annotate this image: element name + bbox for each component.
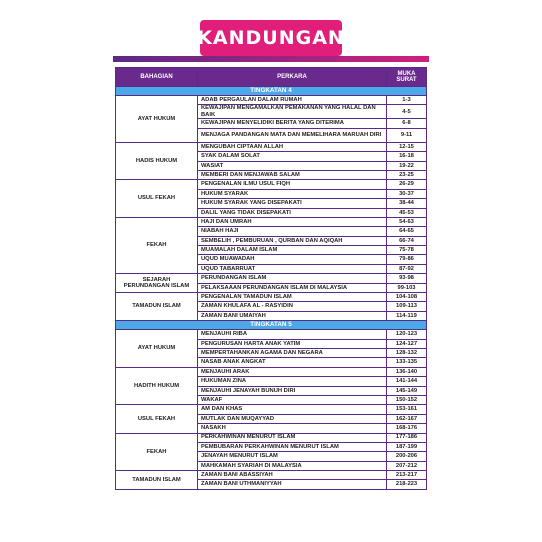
topic-cell: KEWAJIPAN MENYELIDIKI BERITA YANG DITERIMA <box>198 119 387 128</box>
page-range-cell: 124-127 <box>387 339 427 348</box>
page-range-cell: 1-3 <box>387 96 427 105</box>
header-perkara: PERKARA <box>198 68 387 87</box>
topic-cell: HUKUM SYARAK <box>198 189 387 198</box>
topic-cell: MUTLAK DAN MUQAYYAD <box>198 414 387 423</box>
topic-cell: HAJI DAN UMRAH <box>198 217 387 226</box>
page-range-cell: 162-167 <box>387 414 427 423</box>
page-range-cell: 114-119 <box>387 311 427 320</box>
page-range-cell: 6-8 <box>387 119 427 128</box>
section-name: FEKAH <box>116 217 198 273</box>
page-range-cell: 19-22 <box>387 161 427 170</box>
page-range-cell: 66-74 <box>387 236 427 245</box>
section-name: AYAT HUKUM <box>116 96 198 143</box>
topic-cell: PENGENALAN ILMU USUL FIQH <box>198 180 387 189</box>
header-accent-bar <box>113 56 429 62</box>
page-range-cell: 23-25 <box>387 170 427 179</box>
topic-cell: ZAMAN BANI UTHMANIYYAH <box>198 480 387 489</box>
topic-cell: MENJAUHI JENAYAH BUNUH DIRI <box>198 386 387 395</box>
section-name: USUL FEKAH <box>116 180 198 218</box>
topic-cell: ZAMAN KHULAFA AL - RASYIDIN <box>198 302 387 311</box>
topic-cell: AM DAN KHAS <box>198 405 387 414</box>
contents-page <box>113 12 429 524</box>
page-range-cell: 99-103 <box>387 283 427 292</box>
contents-table <box>115 67 427 490</box>
table-body <box>116 87 427 490</box>
topic-cell: PENGENALAN TAMADUN ISLAM <box>198 293 387 302</box>
page-range-cell: 109-113 <box>387 302 427 311</box>
page-range-cell: 200-206 <box>387 452 427 461</box>
topic-cell: NASAB ANAK ANGKAT <box>198 358 387 367</box>
topic-cell: MENGUBAH CIPTAAN ALLAH <box>198 142 387 151</box>
section-name: HADITH HUKUM <box>116 367 198 405</box>
page-range-cell: 38-44 <box>387 199 427 208</box>
topic-cell: JENAYAH MENURUT ISLAM <box>198 452 387 461</box>
section-name: AYAT HUKUM <box>116 330 198 368</box>
page-range-cell: 128-132 <box>387 348 427 357</box>
section-name: TAMADUN ISLAM <box>116 471 198 490</box>
table-row <box>116 293 427 302</box>
topic-cell: ADAB PERGAULAN DALAM RUMAH <box>198 96 387 105</box>
topic-cell: ZAMAN BANI UMAIYAH <box>198 311 387 320</box>
topic-cell: PEMBUBARAN PERKAHWINAN MENURUT ISLAM <box>198 442 387 451</box>
page-range-cell: 133-135 <box>387 358 427 367</box>
section-name: SEJARAH PERUNDANGAN ISLAM <box>116 274 198 293</box>
topic-cell: MAHKAMAH SYARIAH DI MALAYSIA <box>198 461 387 470</box>
table-row <box>116 433 427 442</box>
level-heading: TINGKATAN 4 <box>116 87 427 96</box>
page-range-cell: 75-78 <box>387 246 427 255</box>
topic-cell: NIABAH HAJI <box>198 227 387 236</box>
header-bahagian: BAHAGIAN <box>116 68 198 87</box>
topic-cell: NASAKH <box>198 424 387 433</box>
page-range-cell: 54-63 <box>387 217 427 226</box>
page-range-cell: 104-108 <box>387 293 427 302</box>
page-range-cell: 12-15 <box>387 142 427 151</box>
topic-cell: MENJAUHI RIBA <box>198 330 387 339</box>
topic-cell: PELAKSAAAN PERUNDANGAN ISLAM DI MALAYSIA <box>198 283 387 292</box>
table-row <box>116 96 427 105</box>
table-row <box>116 274 427 283</box>
page-range-cell: 87-92 <box>387 264 427 273</box>
table-row <box>116 471 427 480</box>
page-range-cell: 207-212 <box>387 461 427 470</box>
topic-cell: MEMBERI DAN MENJAWAB SALAM <box>198 170 387 179</box>
section-name: USUL FEKAH <box>116 405 198 433</box>
table-row <box>116 142 427 151</box>
topic-cell: PERUNDANGAN ISLAM <box>198 274 387 283</box>
table-row <box>116 330 427 339</box>
page-range-cell: 141-144 <box>387 377 427 386</box>
table-header-row <box>116 68 427 87</box>
page-range-cell: 218-223 <box>387 480 427 489</box>
topic-cell: HUKUMAN ZINA <box>198 377 387 386</box>
topic-cell: KEWAJIPAN MENGAMALKAN PEMAKANAN YANG HALAL DAN BAIK <box>198 105 387 119</box>
page-range-cell: 9-11 <box>387 128 427 142</box>
topic-cell: SEMBELIH , PEMBURUAN , QURBAN DAN AQIQAH <box>198 236 387 245</box>
topic-cell: PENGURUSAN HARTA ANAK YATIM <box>198 339 387 348</box>
level-heading: TINGKATAN 5 <box>116 321 427 330</box>
page-range-cell: 213-217 <box>387 471 427 480</box>
table-row <box>116 180 427 189</box>
page-range-cell: 168-176 <box>387 424 427 433</box>
topic-cell: ZAMAN BANI ABASSIYAH <box>198 471 387 480</box>
topic-cell: DALIL YANG TIDAK DISEPAKATI <box>198 208 387 217</box>
page-range-cell: 26-29 <box>387 180 427 189</box>
table-row <box>116 405 427 414</box>
topic-cell: SYAK DALAM SOLAT <box>198 152 387 161</box>
topic-cell: MUAMALAH DALAM ISLAM <box>198 246 387 255</box>
topic-cell: UQUD MUAWADAH <box>198 255 387 264</box>
section-name: FEKAH <box>116 433 198 471</box>
level-row <box>116 321 427 330</box>
page-range-cell: 187-199 <box>387 442 427 451</box>
table-row <box>116 217 427 226</box>
page-range-cell: 16-18 <box>387 152 427 161</box>
page-range-cell: 4-5 <box>387 105 427 119</box>
page-range-cell: 120-123 <box>387 330 427 339</box>
topic-cell: HUKUM SYARAK YANG DISEPAKATI <box>198 199 387 208</box>
topic-cell: PERKAHWINAN MENURUT ISLAM <box>198 433 387 442</box>
table-row <box>116 367 427 376</box>
page-range-cell: 30-37 <box>387 189 427 198</box>
topic-cell: MEMPERTAHANKAN AGAMA DAN NEGARA <box>198 348 387 357</box>
page-range-cell: 45-53 <box>387 208 427 217</box>
page-range-cell: 93-98 <box>387 274 427 283</box>
topic-cell: WASIAT <box>198 161 387 170</box>
page-range-cell: 153-161 <box>387 405 427 414</box>
page-range-cell: 136-140 <box>387 367 427 376</box>
level-row <box>116 87 427 96</box>
page-range-cell: 64-65 <box>387 227 427 236</box>
page-range-cell: 145-149 <box>387 386 427 395</box>
section-name: HADIS HUKUM <box>116 142 198 180</box>
section-name: TAMADUN ISLAM <box>116 293 198 321</box>
topic-cell: UQUD TABARRUAT <box>198 264 387 273</box>
page-title: KANDUNGAN <box>200 20 342 56</box>
topic-cell: WAKAF <box>198 395 387 404</box>
page-range-cell: 150-152 <box>387 395 427 404</box>
topic-cell: MENJAGA PANDANGAN MATA DAN MEMELIHARA MARUAH DIRI <box>198 128 387 142</box>
header-muka-surat: MUKA SURAT <box>387 68 427 87</box>
page-range-cell: 177-186 <box>387 433 427 442</box>
topic-cell: MENJAUHI ARAK <box>198 367 387 376</box>
page-range-cell: 79-86 <box>387 255 427 264</box>
